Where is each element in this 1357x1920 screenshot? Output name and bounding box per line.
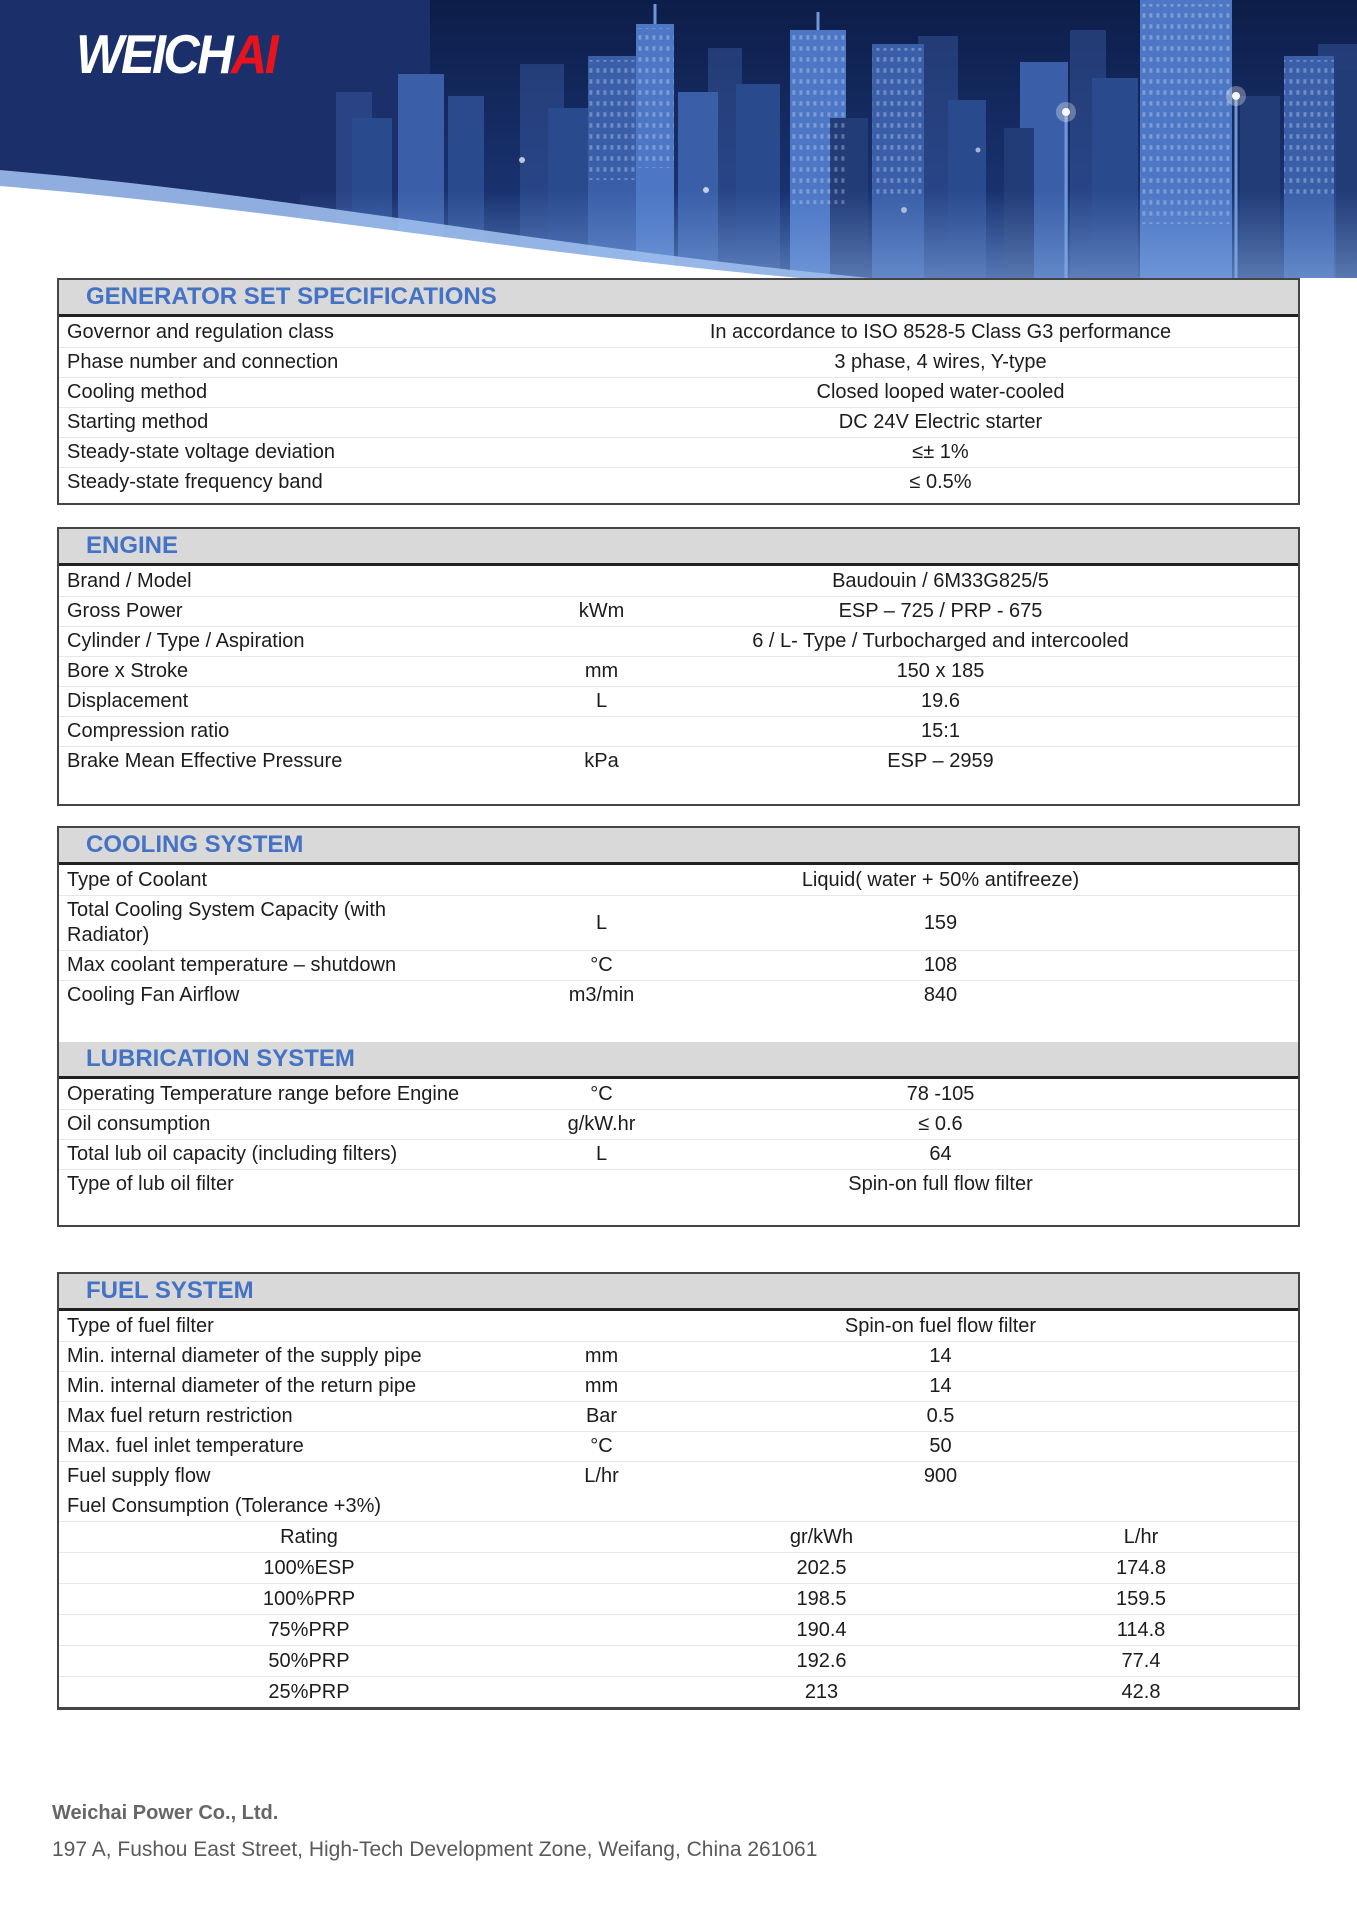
spec-label: Starting method — [67, 411, 209, 433]
spec-value: ESP – 2959 — [887, 750, 994, 772]
logo-red-text: AI — [230, 23, 276, 85]
spec-value: 150 x 185 — [896, 660, 985, 682]
spec-row — [59, 1139, 1298, 1169]
header-banner — [0, 0, 1357, 278]
spec-value: 159 — [923, 911, 958, 934]
rating-cell: 25%PRP — [268, 1680, 350, 1703]
spec-value: 15:1 — [921, 720, 960, 742]
fuel-consumption-row — [59, 1645, 1298, 1676]
gr-kwh-cell: 202.5 — [796, 1556, 847, 1579]
spec-label: Min. internal diameter of the return pipe — [67, 1375, 417, 1397]
spec-content — [57, 278, 1300, 1710]
spec-label: Total Cooling System Capacity (with Radiator) — [67, 899, 387, 946]
spec-unit: m3/min — [568, 984, 635, 1006]
spec-value: Liquid( water + 50% antifreeze) — [801, 868, 1080, 891]
fuel-system-table — [57, 1272, 1300, 1710]
spec-row — [59, 377, 1298, 407]
spec-value: DC 24V Electric starter — [838, 411, 1043, 433]
spec-value: Baudouin / 6M33G825/5 — [832, 569, 1049, 592]
spec-label: Max fuel return restriction — [67, 1405, 293, 1427]
spec-row — [59, 1341, 1298, 1371]
gr-kwh-cell: gr/kWh — [789, 1525, 854, 1548]
spec-row — [59, 1431, 1298, 1461]
l-hr-cell: 174.8 — [1115, 1556, 1167, 1579]
gr-kwh-cell: 198.5 — [796, 1587, 847, 1610]
spec-value: 6 / L- Type / Turbocharged and intercooled — [752, 630, 1129, 652]
l-hr-cell: 159.5 — [1115, 1587, 1167, 1610]
spec-label: Steady-state voltage deviation — [67, 441, 335, 463]
l-hr-cell: 77.4 — [1121, 1649, 1161, 1672]
spec-label: Steady-state frequency band — [67, 471, 323, 493]
company-address: 197 A, Fushou East Street, High-Tech Development Zone, Weifang, China 261061 — [52, 1838, 818, 1861]
spec-unit: kWm — [578, 600, 625, 622]
generator-set-specifications-table — [57, 278, 1300, 505]
l-hr-cell: 114.8 — [1116, 1618, 1166, 1641]
spec-row — [59, 317, 1298, 347]
spec-value: 50 — [929, 1435, 952, 1457]
spec-label: Phase number and connection — [67, 351, 339, 373]
spec-value: ≤ 0.5% — [909, 471, 972, 493]
spec-label: Cooling Fan Airflow — [67, 984, 240, 1006]
spec-label: Operating Temperature range before Engine — [67, 1082, 460, 1105]
spec-row — [59, 1079, 1298, 1109]
spec-label: Oil consumption — [67, 1113, 211, 1135]
spec-unit: kPa — [584, 750, 619, 772]
spec-row — [59, 1491, 1298, 1521]
spec-label: Cooling method — [67, 381, 208, 403]
spec-row — [59, 980, 1298, 1010]
fuel-consumption-header-row — [59, 1521, 1298, 1552]
l-hr-cell: 42.8 — [1121, 1680, 1161, 1703]
spec-unit: L — [595, 1143, 608, 1165]
fuel-consumption-row — [59, 1583, 1298, 1614]
spec-label: Displacement — [67, 690, 189, 712]
spec-row — [59, 895, 1298, 950]
spec-row — [59, 1371, 1298, 1401]
engine-rows — [59, 566, 1298, 776]
engine-table — [57, 527, 1300, 806]
spec-unit: g/kW.hr — [567, 1113, 636, 1135]
spec-label: Max. fuel inlet temperature — [67, 1435, 304, 1457]
spec-row — [59, 1401, 1298, 1431]
spec-value: 14 — [929, 1345, 952, 1367]
spec-label: Fuel Consumption (Tolerance +3%) — [67, 1494, 382, 1517]
spec-unit: °C — [590, 954, 613, 976]
spec-label: Compression ratio — [67, 720, 230, 742]
gr-kwh-cell: 192.6 — [796, 1649, 847, 1672]
fuel-consumption-table — [59, 1491, 1298, 1707]
cooling-lubrication-table — [57, 826, 1300, 1227]
spec-label: Min. internal diameter of the supply pipe — [67, 1345, 422, 1367]
spec-value: 19.6 — [921, 690, 960, 712]
section-title-generator-set: GENERATOR SET SPECIFICATIONS — [59, 280, 1298, 317]
fuel-consumption-row — [59, 1676, 1298, 1707]
section-title-cooling-system: COOLING SYSTEM — [59, 828, 1298, 865]
rating-cell: 75%PRP — [268, 1618, 350, 1641]
spec-row — [59, 950, 1298, 980]
spec-value: 78 -105 — [906, 1082, 975, 1105]
gr-kwh-cell: 190.4 — [796, 1618, 847, 1641]
fuel-consumption-row — [59, 1552, 1298, 1583]
spec-label: Type of lub oil filter — [67, 1173, 234, 1195]
spec-row — [59, 656, 1298, 686]
section-title-fuel-system: FUEL SYSTEM — [59, 1274, 1298, 1311]
spec-row — [59, 566, 1298, 596]
spec-value: 3 phase, 4 wires, Y-type — [834, 351, 1047, 373]
spec-row — [59, 865, 1298, 895]
spec-value: 108 — [923, 954, 958, 976]
spec-value: 900 — [923, 1465, 958, 1487]
weichai-logo — [76, 22, 276, 86]
spec-row — [59, 1461, 1298, 1491]
spec-label: Fuel supply flow — [67, 1465, 211, 1487]
spec-value: ≤ 0.6 — [918, 1113, 963, 1135]
gr-kwh-cell: 213 — [804, 1680, 839, 1703]
spec-row — [59, 626, 1298, 656]
spec-unit: L/hr — [584, 1465, 619, 1487]
l-hr-cell: L/hr — [1123, 1525, 1159, 1548]
spec-unit: mm — [584, 1345, 619, 1367]
spec-row — [59, 437, 1298, 467]
spec-unit: L — [595, 690, 608, 712]
spec-label: Brand / Model — [67, 569, 192, 592]
spec-row — [59, 347, 1298, 377]
spec-label: Brake Mean Effective Pressure — [67, 750, 343, 772]
spec-value: Spin-on fuel flow filter — [844, 1314, 1037, 1337]
spec-value: 14 — [929, 1375, 952, 1397]
spec-label: Governor and regulation class — [67, 320, 334, 343]
spec-unit: L — [595, 911, 608, 934]
generator-set-rows — [59, 317, 1298, 497]
spec-value: Closed looped water-cooled — [816, 381, 1065, 403]
spec-label: Gross Power — [67, 600, 183, 622]
rating-cell: Rating — [280, 1525, 338, 1548]
fuel-consumption-row — [59, 1614, 1298, 1645]
spec-value: 840 — [923, 984, 958, 1006]
spec-row — [59, 467, 1298, 497]
rating-cell: 50%PRP — [268, 1649, 350, 1672]
spec-row — [59, 716, 1298, 746]
spec-value: Spin-on full flow filter — [848, 1173, 1033, 1195]
spec-row — [59, 407, 1298, 437]
spec-row — [59, 686, 1298, 716]
spec-label: Type of Coolant — [67, 868, 208, 891]
cooling-system-rows — [59, 865, 1298, 1010]
spec-row — [59, 746, 1298, 776]
company-name: Weichai Power Co., Ltd. — [52, 1802, 279, 1824]
fuel-system-rows — [59, 1311, 1298, 1491]
spec-label: Total lub oil capacity (including filters) — [67, 1143, 398, 1165]
spec-value: In accordance to ISO 8528-5 Class G3 performance — [709, 320, 1172, 343]
spec-row — [59, 1109, 1298, 1139]
spec-value: 64 — [929, 1143, 952, 1165]
spec-unit: mm — [584, 660, 619, 682]
spec-value: 0.5 — [926, 1405, 955, 1427]
spec-value: ≤± 1% — [912, 441, 969, 463]
spec-label: Type of fuel filter — [67, 1314, 214, 1337]
lubrication-system-rows — [59, 1079, 1298, 1199]
spec-row — [59, 1311, 1298, 1341]
spec-label: Bore x Stroke — [67, 660, 189, 682]
rating-cell: 100%ESP — [263, 1556, 355, 1579]
section-title-engine: ENGINE — [59, 529, 1298, 566]
spec-unit: °C — [590, 1082, 613, 1105]
spec-unit: °C — [590, 1435, 613, 1457]
spec-row — [59, 596, 1298, 626]
section-title-lubrication-system: LUBRICATION SYSTEM — [59, 1042, 1298, 1079]
spec-value: ESP – 725 / PRP - 675 — [838, 600, 1043, 622]
spec-label: Cylinder / Type / Aspiration — [67, 630, 305, 652]
spec-label: Max coolant temperature – shutdown — [67, 954, 397, 976]
spec-unit: mm — [584, 1375, 619, 1397]
section-gap — [59, 1010, 1298, 1042]
spec-row — [59, 1169, 1298, 1199]
page-footer — [52, 1802, 1357, 1862]
spec-unit: Bar — [585, 1405, 618, 1427]
logo-white-text: WEICH — [76, 23, 231, 85]
rating-cell: 100%PRP — [262, 1587, 356, 1610]
